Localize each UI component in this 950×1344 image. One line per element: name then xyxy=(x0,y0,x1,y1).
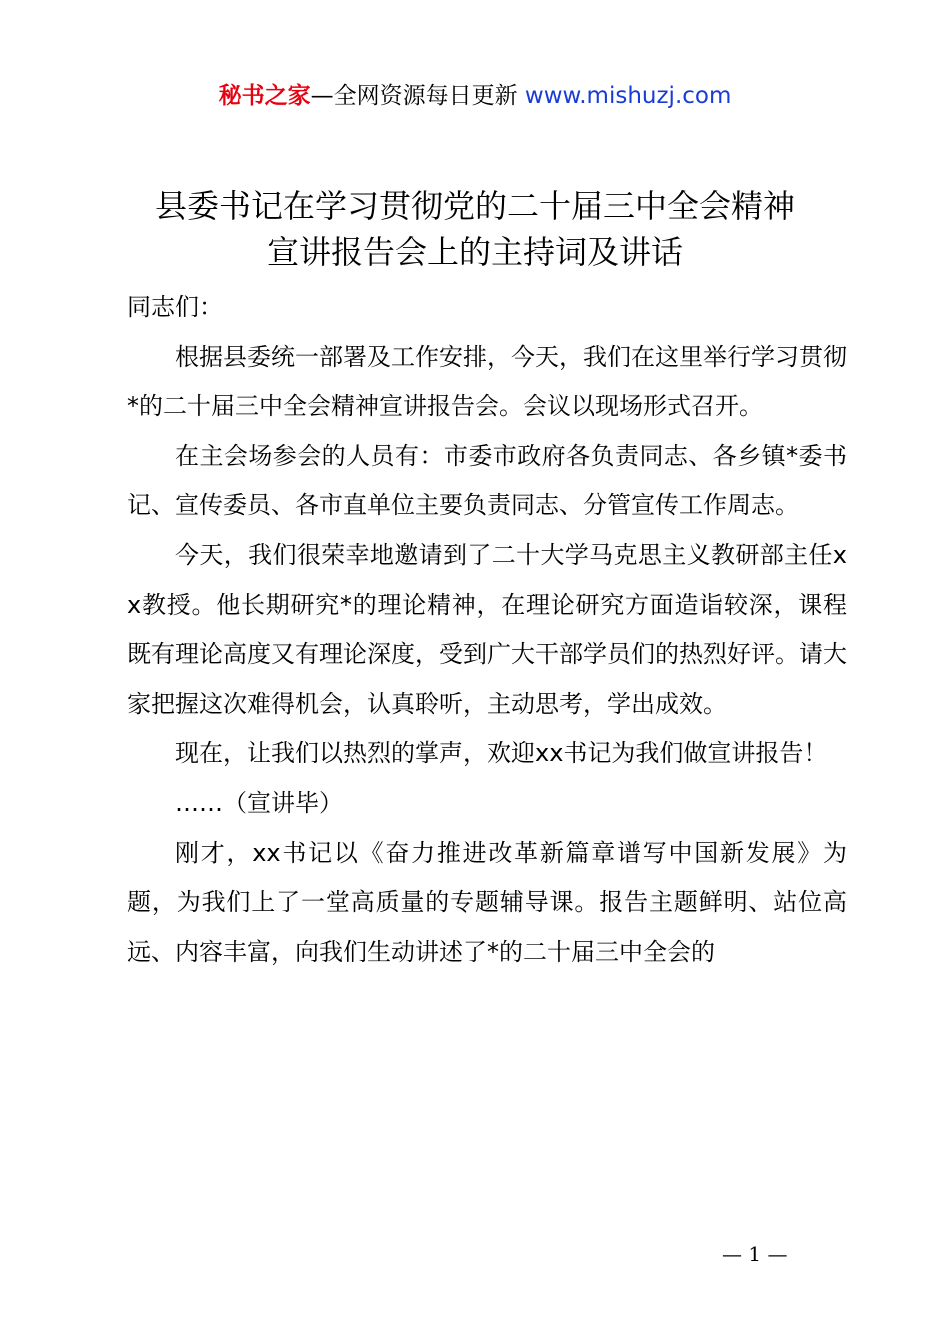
salutation: 同志们： xyxy=(127,293,223,321)
site-url-link[interactable]: www.mishuzj.com xyxy=(524,83,732,109)
brand-name: 秘书之家 xyxy=(218,83,311,109)
paragraph-attendees: 在主会场参会的人员有：市委市政府各负责同志、各乡镇*委书记、宣传委员、各市直单位主要负责同志、分管宣传工作周志。 xyxy=(127,441,847,520)
paragraph-speaker-intro: 今天，我们很荣幸地邀请到了二十大学马克思主义教研部主任xx教授。他长期研究*的理论精神，在理论研究方面造诣较深，课程既有理论高度又有理论深度，受到广大干部学员们的热烈好评。请大家把握这次难得机会，认真聆听，主动思考，学出成效。 xyxy=(127,540,847,718)
page-number: — 1 — xyxy=(722,1242,788,1266)
title-line-1: 县委书记在学习贯彻党的二十届三中全会精神 xyxy=(154,187,795,225)
paragraph-summary: 刚才，xx书记以《奋力推进改革新篇章谱写中国新发展》为题，为我们上了一堂高质量的专题辅导课。报告主题鲜明、站位高远、内容丰富，向我们生动讲述了*的二十届三中全会的 xyxy=(127,838,847,966)
paragraph-welcome: 现在，让我们以热烈的掌声，欢迎xx书记为我们做宣讲报告！ xyxy=(175,739,828,768)
paragraph-opening: 根据县委统一部署及工作安排，今天，我们在这里举行学习贯彻*的二十届三中全会精神宣讲报告会。会议以现场形式召开。 xyxy=(127,342,847,421)
document-title xyxy=(0,183,950,275)
site-header xyxy=(0,80,950,112)
header-tagline: —全网资源每日更新 xyxy=(310,83,525,109)
document-body xyxy=(127,283,847,977)
title-line-2: 宣讲报告会上的主持词及讲话 xyxy=(266,233,683,271)
paragraph-lecture-ends: ……（宣讲毕） xyxy=(175,788,343,817)
